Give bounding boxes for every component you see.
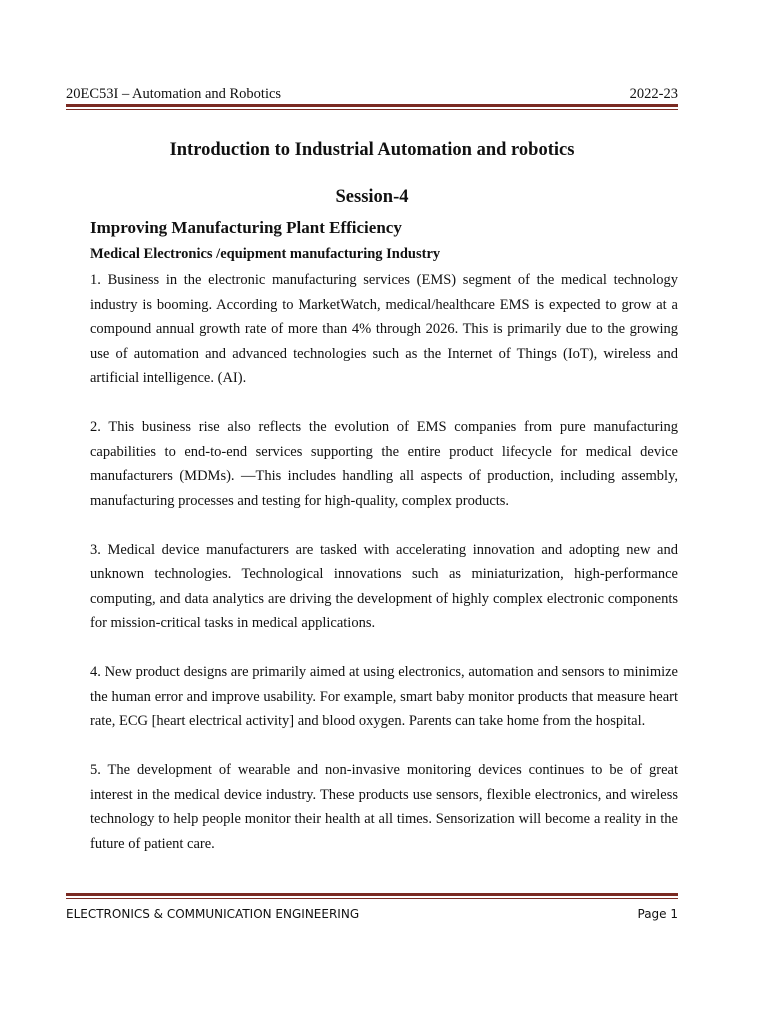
footer-department: ELECTRONICS & COMMUNICATION ENGINEERING [66, 907, 360, 921]
paragraph-2: 2. This business rise also reflects the evolution of EMS companies from pure manufacturing capabilities to end-to-end services supporting the entire product lifecycle for medical device manufacturers (MDMs). —This includes handling all aspects of production, including assembly, manufacturing processes and testing for high-quality, complex products. [90, 419, 678, 509]
subheading: Medical Electronics /equipment manufacturing Industry [90, 246, 441, 262]
page-number: Page 1 [637, 907, 678, 921]
section-heading: Improving Manufacturing Plant Efficiency [90, 218, 402, 237]
page-header [66, 86, 678, 103]
header-course: 20EC53I – Automation and Robotics [66, 86, 282, 102]
session-heading: Session-4 [335, 187, 409, 207]
footer-rule-thick [66, 893, 678, 896]
header-rule-thin [66, 109, 678, 110]
footer-rule-thin [66, 898, 678, 899]
paragraph-1: 1. Business in the electronic manufacturing services (EMS) segment of the medical technology industry is booming. According to MarketWatch, medical/healthcare EMS is expected to grow at a compound annual growth rate of more than 4% through 2026. This is primarily due to the growing use of automation and advanced technologies such as the Internet of Things (IoT), wireless and artificial intelligence. (AI). [90, 272, 678, 386]
header-year: 2022-23 [629, 86, 678, 102]
body-text [90, 268, 678, 881]
header-rule-thick [66, 104, 678, 107]
page-title: Introduction to Industrial Automation and robotics [169, 140, 575, 160]
page-footer [66, 907, 678, 921]
paragraph-5: 5. The development of wearable and non-invasive monitoring devices continues to be of great interest in the medical device industry. These products use sensors, flexible electronics, and wireless technology to help people monitor their health at all times. Sensorization will become a reality in the future of patient care. [90, 762, 678, 852]
paragraph-3: 3. Medical device manufacturers are tasked with accelerating innovation and adopting new and unknown technologies. Technological innovations such as miniaturization, high-performance computing, and data analytics are driving the development of highly complex electronic components for mission-critical tasks in medical applications. [90, 541, 678, 631]
paragraph-4: 4. New product designs are primarily aimed at using electronics, automation and sensors to minimize the human error and improve usability. For example, smart baby monitor products that measure heart rate, ECG [heart electrical activity] and blood oxygen. Parents can take home from the hospital. [90, 664, 678, 729]
